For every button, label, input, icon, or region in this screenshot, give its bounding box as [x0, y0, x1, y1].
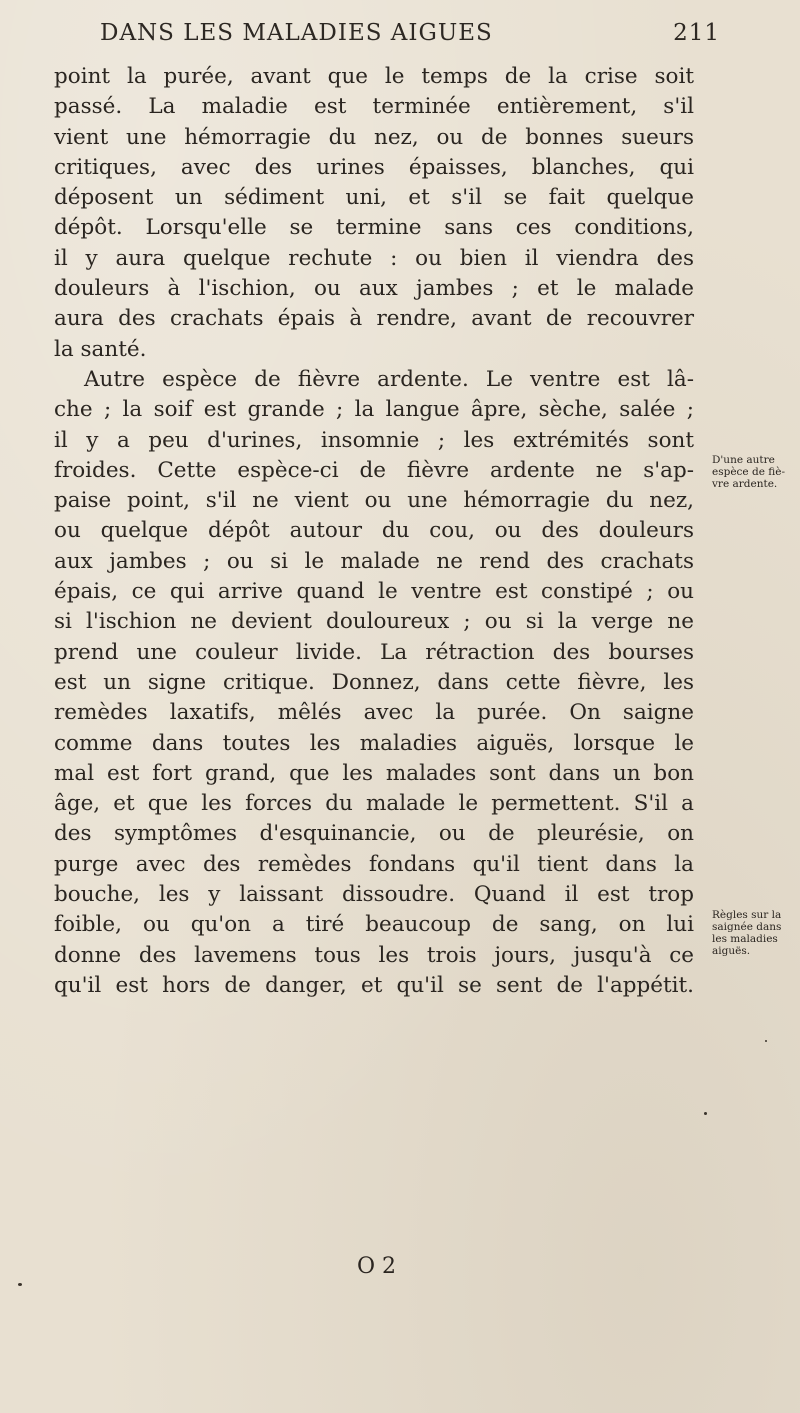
- page-header: [100, 20, 720, 50]
- text-line: ou quelque dépôt autour du cou, ou des douleurs: [54, 518, 694, 544]
- text-line: Autre espèce de fièvre ardente. Le ventre est lâ-: [84, 366, 694, 392]
- text-line: froides. Cette espèce-ci de fièvre ardente ne s'ap-: [54, 457, 694, 483]
- text-line: est un signe critique. Donnez, dans cette fièvre, les: [54, 669, 694, 695]
- text-line: critiques, avec des urines épaisses, blanches, qui: [54, 154, 694, 180]
- ink-speck: [18, 1283, 22, 1286]
- text-line: vient une hémorragie du nez, ou de bonnes sueurs: [54, 124, 694, 150]
- text-line: foible, ou qu'on a tiré beaucoup de sang, on lui: [54, 912, 694, 938]
- margin-note-line: D'une autre: [712, 454, 775, 466]
- ink-speck: [704, 1112, 707, 1115]
- text-line: donne des lavemens tous les trois jours, jusqu'à ce: [54, 942, 694, 968]
- text-line: déposent un sédiment uni, et s'il se fait quelque: [54, 185, 694, 211]
- page-number: 211: [673, 20, 720, 46]
- running-title: DANS LES MALADIES AIGUES: [100, 20, 493, 46]
- margin-note-line: aiguës.: [712, 945, 751, 957]
- text-line: mal est fort grand, que les malades sont dans un bon: [54, 760, 694, 786]
- text-line: comme dans toutes les maladies aiguës, lorsque le: [54, 730, 694, 756]
- margin-note-bleeding: [712, 909, 794, 957]
- text-line: remèdes laxatifs, mêlés avec la purée. On saigne: [54, 700, 694, 726]
- text-line: bouche, les y laissant dissoudre. Quand il est trop: [54, 882, 694, 908]
- body-text: [54, 62, 694, 1001]
- text-line: il y a peu d'urines, insomnie ; les extrémités sont: [54, 427, 694, 453]
- margin-note-line: espèce de fiè-: [712, 466, 786, 478]
- margin-note-line: les maladies: [712, 933, 778, 945]
- text-line: aux jambes ; ou si le malade ne rend des crachats: [54, 548, 694, 574]
- text-line: si l'ischion ne devient douloureux ; ou si la verge ne: [54, 609, 694, 635]
- ink-speck: [765, 1040, 767, 1042]
- text-line: des symptômes d'esquinancie, ou de pleurésie, on: [54, 821, 694, 847]
- signature-mark: O 2: [357, 1254, 397, 1279]
- text-line: purge avec des remèdes fondans qu'il tient dans la: [54, 851, 694, 877]
- margin-note-line: saignée dans: [712, 921, 782, 933]
- margin-note-fever: [712, 454, 794, 490]
- text-line: il y aura quelque rechute : ou bien il viendra des: [54, 245, 694, 271]
- text-line: dépôt. Lorsqu'elle se termine sans ces conditions,: [54, 215, 694, 241]
- text-line: aura des crachats épais à rendre, avant de recouvrer: [54, 306, 694, 332]
- text-line: point la purée, avant que le temps de la crise soit: [54, 64, 694, 89]
- text-line: prend une couleur livide. La rétraction des bourses: [54, 639, 694, 665]
- margin-note-line: vre ardente.: [712, 478, 778, 490]
- margin-note-line: Règles sur la: [712, 909, 782, 921]
- text-line: passé. La maladie est terminée entièrement, s'il: [54, 94, 694, 120]
- text-line: paise point, s'il ne vient ou une hémorragie du nez,: [54, 488, 694, 514]
- text-line: épais, ce qui arrive quand le ventre est constipé ; ou: [54, 579, 694, 605]
- text-line: che ; la soif est grande ; la langue âpre, sèche, salée ;: [54, 397, 694, 423]
- text-line: douleurs à l'ischion, ou aux jambes ; et le malade: [54, 276, 694, 302]
- text-line: âge, et que les forces du malade le permettent. S'il a: [54, 791, 694, 817]
- text-line: la santé.: [54, 336, 147, 362]
- text-line: qu'il est hors de danger, et qu'il se sent de l'appétit.: [54, 972, 694, 998]
